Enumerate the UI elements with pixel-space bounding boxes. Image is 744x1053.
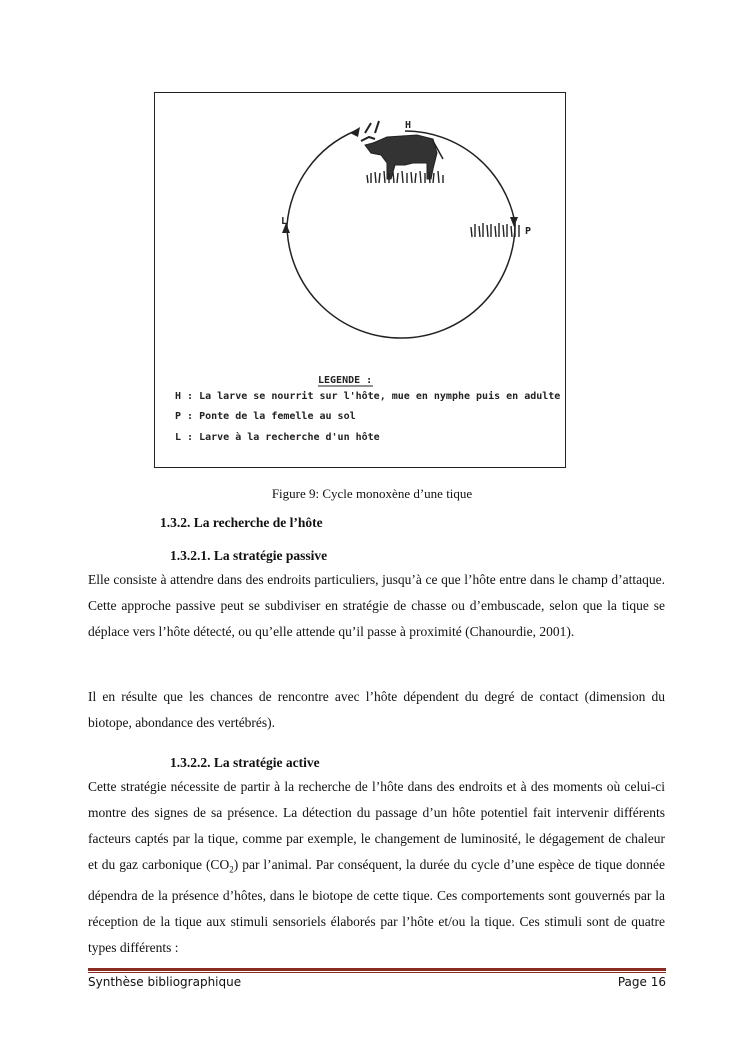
footer-page-number: Page 16 xyxy=(617,975,666,989)
grass-at-p-icon xyxy=(471,223,519,237)
legend-item-p: P : Ponte de la femelle au sol xyxy=(175,411,356,422)
legend-item-h: H : La larve se nourrit sur l'hôte, mue en nymphe puis en adulte xyxy=(175,391,561,402)
subsection-heading-active: 1.3.2.2. La stratégie active xyxy=(170,755,320,770)
paragraph-passive: Elle consiste à attendre dans des endroits particuliers, jusqu’à ce que l’hôte entre dans le champ d’attaque. Cette approche passive peut se subdiviser en stratégie de chasse ou d’embuscade, selon que la tique se déplace vers l’hôte détecté, ou qu’elle attende qu’il passe à proximité (Chanourdie, 2001). xyxy=(88,572,665,639)
label-h: H xyxy=(405,120,412,131)
cycle-arc-l-to-h xyxy=(287,131,355,225)
host-animal-icon xyxy=(361,121,443,179)
paragraph-active-part1: Cette stratégie nécessite de partir à la recherche de l’hôte dans des endroits et à des moments où celui-ci montre des signes de sa présence. La détection du passage d’un hôte potentiel fait intervenir différents facteurs captés par la tique, comme par exemple, le changement de luminosité, le dégagement de chaleur et du gaz carbonique (CO xyxy=(88,779,665,872)
paragraph-active-part2: ) par l’animal. Par conséquent, la durée du cycle d’une espèce de tique donnée dépendra de la présence d’hôtes, dans le biotope de cette tique. Ces comportements sont gouvernés par la réception de la tique aux stimuli sensoriels élaborés par l’hôte et/ou la tique. Ces stimuli sont de quatre types différents : xyxy=(88,857,665,955)
subsection-heading-passive: 1.3.2.1. La stratégie passive xyxy=(170,548,328,563)
label-p: P xyxy=(525,226,532,237)
footer-rule-thick xyxy=(88,968,666,971)
paragraph-contact: Il en résulte que les chances de rencontre avec l’hôte dépendent du degré de contact (dimension du biotope, abondance des vertébrés). xyxy=(88,689,665,730)
label-l: L xyxy=(281,216,288,227)
arrow-to-p-icon xyxy=(510,217,518,227)
figure-caption: Figure 9: Cycle monoxène d’une tique xyxy=(271,486,473,501)
footer-section-title: Synthèse bibliographique xyxy=(88,975,242,989)
co2-subscript: 2 xyxy=(229,864,234,875)
cycle-arc-p-to-l xyxy=(287,223,515,338)
paragraph-active xyxy=(88,774,665,961)
footer-rule-thin xyxy=(88,972,666,973)
legend-title: LEGENDE : xyxy=(318,375,373,386)
cycle-diagram xyxy=(155,93,565,467)
section-heading: 1.3.2. La recherche de l’hôte xyxy=(160,515,323,530)
legend-item-l: L : Larve à la recherche d'un hôte xyxy=(175,432,380,443)
figure-cycle-monoxene xyxy=(154,92,566,468)
